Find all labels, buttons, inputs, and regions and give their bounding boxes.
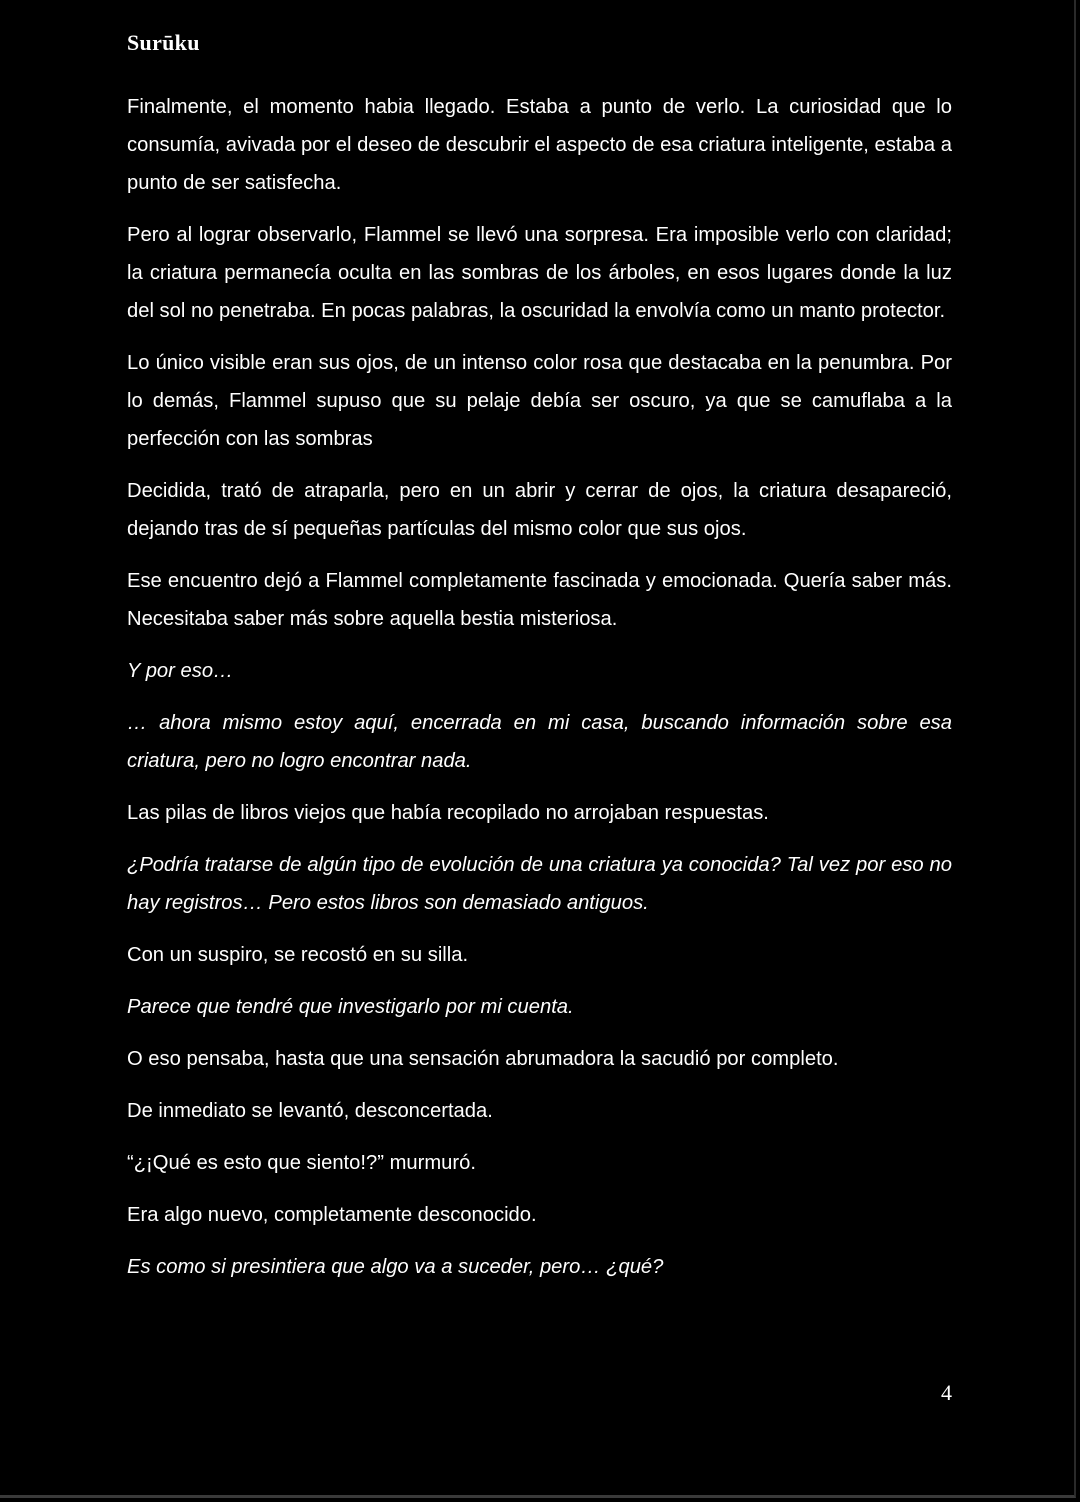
paragraph: “¿¡Qué es esto que siento!?” murmuró. [127, 1152, 476, 1174]
paragraph: Pero al lograr observarlo, Flammel se llevó una sorpresa. Era imposible verlo con claridad; la criatura permanecía oculta en las sombras de los árboles, en esos lugares donde la luz del sol no penetraba. En pocas palabras, la oscuridad la envolvía como un manto protector. [127, 224, 952, 322]
italic-paragraph: Parece que tendré que investigarlo por mi cuenta. [127, 996, 574, 1018]
paragraph: De inmediato se levantó, desconcertada. [127, 1100, 493, 1122]
page-number: 4 [941, 1380, 952, 1405]
italic-paragraph: … ahora mismo estoy aquí, encerrada en mi casa, buscando información sobre esa criatura, pero no logro encontrar nada. [127, 712, 952, 772]
body-text [127, 88, 952, 1300]
paragraph: Decidida, trató de atraparla, pero en un abrir y cerrar de ojos, la criatura desapareció, dejando tras de sí pequeñas partículas del mismo color que sus ojos. [127, 480, 952, 540]
paragraph: Ese encuentro dejó a Flammel completamente fascinada y emocionada. Quería saber más. Necesitaba saber más sobre aquella bestia misteriosa. [127, 570, 952, 630]
italic-paragraph: ¿Podría tratarse de algún tipo de evolución de una criatura ya conocida? Tal vez por eso no hay registros… Pero estos libros son demasiado antiguos. [127, 854, 952, 914]
paragraph: Era algo nuevo, completamente desconocido. [127, 1204, 537, 1226]
italic-paragraph: Es como si presintiera que algo va a suceder, pero… ¿qué? [127, 1256, 664, 1278]
paragraph: Lo único visible eran sus ojos, de un intenso color rosa que destacaba en la penumbra. Por lo demás, Flammel supuso que su pelaje debía ser oscuro, ya que se camuflaba a la perfección con las sombras [127, 352, 952, 450]
paragraph: O eso pensaba, hasta que una sensación abrumadora la sacudió por completo. [127, 1048, 839, 1070]
paragraph: Finalmente, el momento habia llegado. Estaba a punto de verlo. La curiosidad que lo consumía, avivada por el deseo de descubrir el aspecto de esa criatura inteligente, estaba a punto de ser satisfecha. [127, 96, 952, 194]
running-header-title: Surūku [127, 30, 200, 55]
paragraph: Las pilas de libros viejos que había recopilado no arrojaban respuestas. [127, 802, 769, 824]
italic-paragraph: Y por eso… [127, 660, 234, 682]
paragraph: Con un suspiro, se recostó en su silla. [127, 944, 469, 966]
